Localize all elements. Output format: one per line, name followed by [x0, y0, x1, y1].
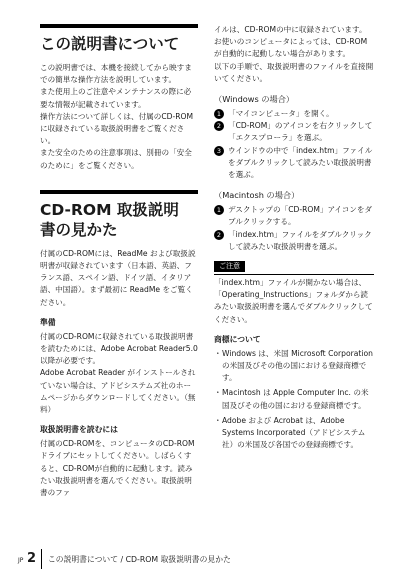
footer-divider [41, 549, 42, 569]
intro-paragraph: また使用上のご注意やメンテナンスの際に必要な情報が記載されています。 [40, 87, 192, 109]
list-item: 1 デスクトップの「CD-ROM」アイコンをダブルクリックする。 [214, 204, 374, 228]
macintosh-section-title: （Macintosh の場合） [214, 190, 300, 201]
windows-section-title: （Windows の場合） [214, 94, 295, 105]
read-manual-paragraph: 付属のCD-ROMを、コンピュータのCD-ROM ドライブにセットしてください。しばらくすると、CD-ROMが自動的に起動します。読みたい取扱説明書を選んでください。取扱説明書のファ [40, 439, 195, 498]
manual-open-note: 以下の手順で、取扱説明書のファイルを直接開いてください。 [214, 61, 374, 83]
page-number: 2 [27, 551, 37, 566]
heading-line: 書の見かた [40, 220, 118, 239]
step-number-icon: 1 [214, 205, 224, 215]
list-item: ・ Adobe および Acrobat は、Adobe Systems Incorporated（アドビシステム社）の米国及び各国での登録商標です。 [214, 415, 374, 452]
list-item: ・ Macintosh は Apple Computer Inc. の米国及びその他の国における登録商標です。 [214, 387, 374, 411]
continued-paragraph: イルは、CD-ROMの中に収録されています。 [214, 25, 367, 34]
language-code: JP [18, 557, 24, 564]
section-heading-about-manual: この説明書について [40, 24, 198, 54]
page-footer [18, 549, 388, 569]
step-number-icon: 1 [214, 109, 224, 119]
intro-paragraph: 操作方法について詳しくは、付属のCD-ROMに収録されている取扱説明書をご覧ください。 [40, 111, 194, 146]
heading-line: CD-ROM 取扱説明 [40, 200, 179, 219]
macintosh-steps-list [214, 204, 374, 253]
trademark-title: 商標について [214, 334, 261, 344]
windows-steps-list [214, 108, 374, 181]
autorun-note: お使いのコンピュータによっては、CD-ROM が自動的に起動しない場合があります。 [214, 37, 368, 59]
subheading-preparation: 準備 [40, 317, 56, 327]
list-item: 1 「マイコンピュータ」を開く。 [214, 108, 374, 120]
list-item: 2 「index.htm」ファイルをダブルクリックして読みたい取扱説明書を選ぶ。 [214, 229, 374, 253]
bullet-icon: ・ [214, 348, 222, 358]
left-column [40, 24, 198, 499]
cdrom-intro-paragraph: 付属のCD-ROMには、ReadMe および取扱説明書が収録されています（日本語、英語、フランス語、スペイン語、ドイツ語、イタリア語、中国語）。まず最初に ReadMe をご覧ください。 [40, 248, 196, 307]
list-item: ・ Windows は、米国 Microsoft Corporation の米国及びその他の国における登録商標です。 [214, 348, 374, 385]
list-item: 2 「CD-ROM」のアイコンを右クリックして「エクスプローラ」を選ぶ。 [214, 120, 374, 144]
trademark-list [214, 348, 374, 452]
preparation-paragraph: 付属のCD-ROMに収録されている取扱説明書を読むためには、Adobe Acrobat Reader5.0 以降が必要です。 [40, 331, 198, 366]
list-item: 3 ウインドウの中で「index.htm」ファイルをダブルクリックして読みたい取扱説明書を選ぶ。 [214, 145, 374, 182]
bullet-icon: ・ [214, 415, 222, 425]
right-column [214, 24, 374, 454]
section-heading-cdrom-manual [40, 190, 198, 240]
caution-text: 「index.htm」ファイルが開かない場合は、「Operating_Instructions」フォルダから読みたい取扱説明書を選んでダブルクリックしてください。 [214, 274, 374, 326]
preparation-paragraph: Adobe Acrobat Reader がインストールされていない場合は、アドビシステムズ社のホームページからダウンロードしてください。（無料） [40, 368, 196, 415]
step-number-icon: 2 [214, 121, 224, 131]
intro-paragraph: この説明書では、本機を接続してから映すまでの簡単な操作方法を説明しています。 [40, 63, 192, 85]
step-number-icon: 2 [214, 230, 224, 240]
bullet-icon: ・ [214, 388, 222, 398]
subheading-read-manual: 取扱説明書を読むには [40, 425, 118, 435]
footer-breadcrumb: この説明書について / CD-ROM 取扱説明書の見かた [48, 555, 231, 564]
intro-paragraph: また安全のための注意事項は、別冊の「安全のために」をご覧ください。 [40, 148, 192, 170]
step-number-icon: 3 [214, 146, 224, 156]
caution-label: ご注意 [214, 261, 245, 272]
